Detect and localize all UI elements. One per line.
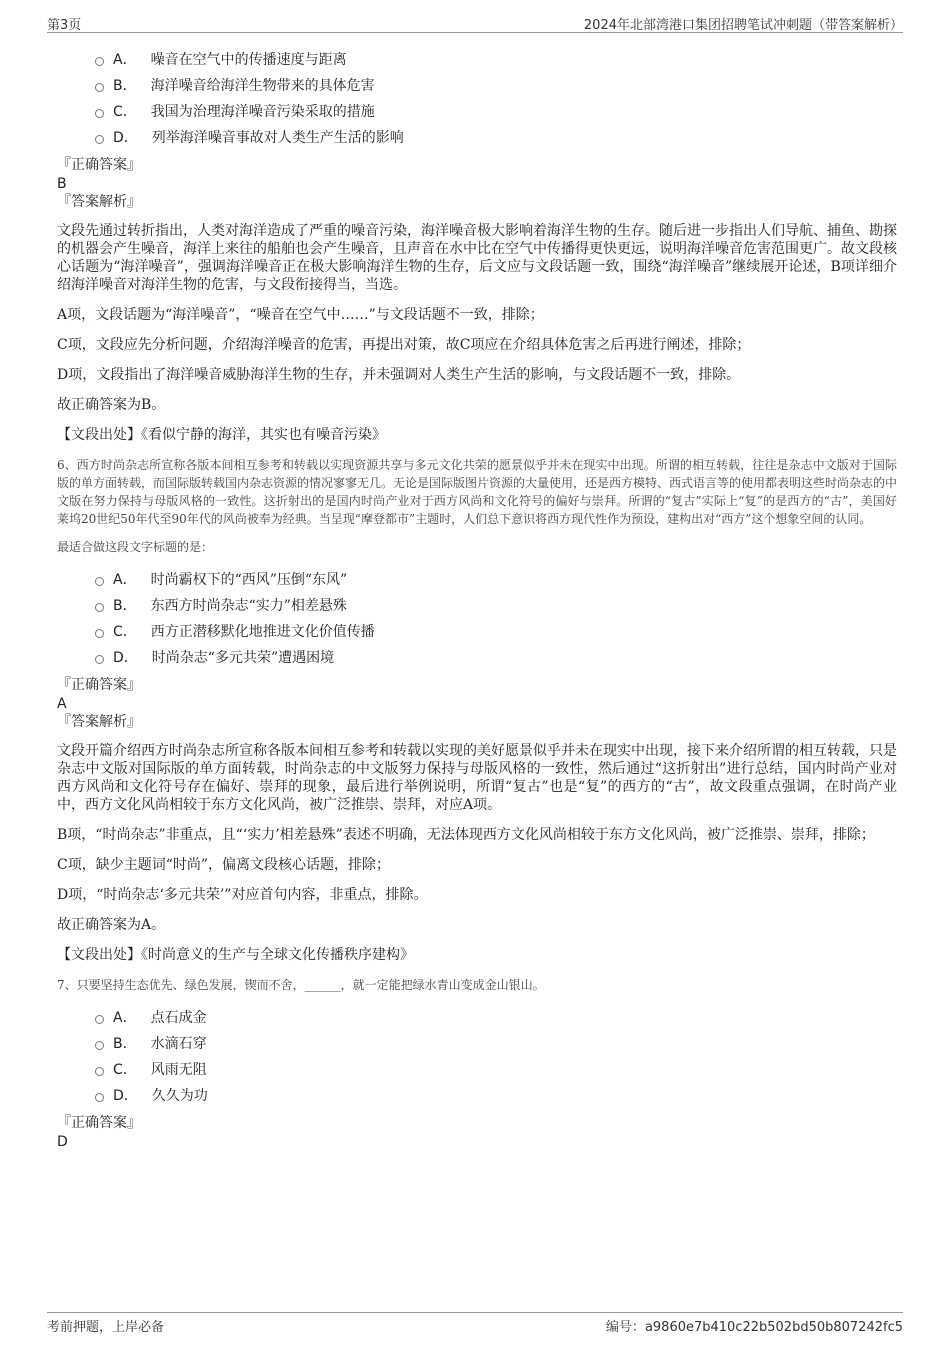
radio-icon[interactable] bbox=[95, 603, 104, 612]
q7-option-d[interactable]: D． 久久为功 bbox=[95, 1082, 897, 1108]
q6-analysis-label: 『答案解析』 bbox=[57, 714, 141, 730]
q5-option-d[interactable]: D． 列举海洋噪音事故对人类生产生活的影响 bbox=[95, 124, 897, 150]
q5-analysis-c: C项，文段应先分析问题，介绍海洋噪音的危害，再提出对策，故C项应在介绍具体危害之后再进行阐述，排除； bbox=[57, 337, 751, 353]
q6-conclusion: 故正确答案为A。 bbox=[57, 917, 166, 933]
q7-options bbox=[57, 1004, 897, 1108]
q7-answer: D bbox=[57, 1134, 68, 1150]
radio-icon[interactable] bbox=[95, 1015, 104, 1024]
q6-options bbox=[57, 566, 897, 670]
q5-options bbox=[57, 46, 897, 150]
q7-stem: 7、只要坚持生态优先、绿色发展，锲而不舍，______，就一定能把绿水青山变成金山银山。 bbox=[57, 978, 545, 992]
q5-analysis-a: A项，文段话题为“海洋噪音”，“噪音在空气中……”与文段话题不一致，排除； bbox=[57, 307, 544, 323]
q5-source: 【文段出处】《看似宁静的海洋，其实也有噪音污染》 bbox=[57, 427, 386, 443]
q6-answer-label: 『正确答案』 bbox=[57, 677, 141, 693]
q5-analysis-label: 『答案解析』 bbox=[57, 194, 141, 210]
radio-icon[interactable] bbox=[95, 577, 104, 586]
q6-analysis-c: C项，缺少主题词“时尚”，偏离文段核心话题，排除； bbox=[57, 857, 391, 873]
q6-source: 【文段出处】《时尚意义的生产与全球文化传播秩序建构》 bbox=[57, 947, 414, 963]
q6-answer: A bbox=[57, 696, 67, 712]
q5-conclusion: 故正确答案为B。 bbox=[57, 397, 166, 413]
q5-answer-label: 『正确答案』 bbox=[57, 157, 141, 173]
q7-option-c[interactable]: C． 风雨无阻 bbox=[95, 1056, 897, 1082]
q6-analysis-b: B项，“时尚杂志”非重点，且“‘实力’相差悬殊”表述不明确，无法体现西方文化风尚相较于东方文化风尚，被广泛推崇、崇拜，排除； bbox=[57, 827, 875, 843]
q5-analysis-main: 文段先通过转折指出，人类对海洋造成了严重的噪音污染，海洋噪音极大影响着海洋生物的生存。随后进一步指出人们导航、捕鱼、勘探的机器会产生噪音，海洋上来往的船舶也会产生噪音，且声音在水中比在空气中传播得更快更远，说明海洋噪音危害范围更广。故文段核心话题为“海洋噪音”，强调海洋噪音正在极大影响海洋生物的生存，后文应与文段话题一致，围绕“海洋噪音”继续展开论述，B项详细介绍海洋噪音对海洋生物的危害，与文段衔接得当，当选。 bbox=[57, 223, 897, 293]
q5-option-a[interactable]: A． 噪音在空气中的传播速度与距离 bbox=[95, 46, 897, 72]
q5-option-b[interactable]: B． 海洋噪音给海洋生物带来的具体危害 bbox=[95, 72, 897, 98]
q7-option-a[interactable]: A． 点石成金 bbox=[95, 1004, 897, 1030]
q5-answer: B bbox=[57, 176, 67, 192]
q6-stem: 6、西方时尚杂志所宣称各版本间相互参考和转载以实现资源共享与多元文化共荣的愿景似乎并未在现实中出现。所谓的相互转载，往往是杂志中文版对于国际版的单方面转载，而国际版转载国内杂志资源的情况寥寥无几。无论是国际版图片资源的大量使用，还是西方模特、西式语言等的使用都表明这些时尚杂志的中文版在努力保持与母版风格的一致性。这折射出的是国内时尚产业对于西方风尚和文化符号的偏好与崇拜。所谓的“复古”实际上“复”的是西方的“古”，美国好莱坞20世纪50年代至90年代的风尚被奉为经典。当呈现“摩登都市”主题时，人们总下意识将西方现代性作为预设，建构出对“西方”这个想象空间的认同。 bbox=[57, 458, 898, 526]
code-value: a9860e7b410c22b502bd50b807242fc5 bbox=[644, 1320, 903, 1335]
q5-option-c[interactable]: C． 我国为治理海洋噪音污染采取的措施 bbox=[95, 98, 897, 124]
page-number: 第3页 bbox=[47, 18, 82, 33]
page-content bbox=[57, 46, 897, 1151]
radio-icon[interactable] bbox=[95, 655, 104, 664]
q6-prompt: 最适合做这段文字标题的是： bbox=[57, 540, 214, 554]
radio-icon[interactable] bbox=[95, 135, 104, 144]
document-code bbox=[606, 1316, 903, 1335]
document-title: 2024年北部湾港口集团招聘笔试冲刺题（带答案解析） bbox=[583, 18, 903, 33]
radio-icon[interactable] bbox=[95, 1067, 104, 1076]
code-label: 编号： bbox=[605, 1320, 645, 1335]
radio-icon[interactable] bbox=[95, 57, 104, 66]
radio-icon[interactable] bbox=[95, 1093, 104, 1102]
q6-option-a[interactable]: A． 时尚霸权下的“西风”压倒“东风” bbox=[95, 566, 897, 592]
radio-icon[interactable] bbox=[95, 83, 104, 92]
q5-analysis-d: D项，文段指出了海洋噪音威胁海洋生物的生存，并未强调对人类生产生活的影响，与文段话题不一致，排除。 bbox=[57, 367, 741, 383]
page-footer bbox=[47, 1312, 903, 1337]
q6-option-c[interactable]: C． 西方正潜移默化地推进文化价值传播 bbox=[95, 618, 897, 644]
q6-option-d[interactable]: D． 时尚杂志“多元共荣”遭遇困境 bbox=[95, 644, 897, 670]
radio-icon[interactable] bbox=[95, 629, 104, 638]
q6-analysis-d: D项，“时尚杂志‘多元共荣’”对应首句内容，非重点，排除。 bbox=[57, 887, 428, 903]
page-header bbox=[47, 12, 903, 33]
q7-option-b[interactable]: B． 水滴石穿 bbox=[95, 1030, 897, 1056]
radio-icon[interactable] bbox=[95, 1041, 104, 1050]
q6-option-b[interactable]: B． 东西方时尚杂志“实力”相差悬殊 bbox=[95, 592, 897, 618]
footer-slogan: 考前押题，上岸必备 bbox=[47, 1320, 165, 1335]
q7-answer-label: 『正确答案』 bbox=[57, 1115, 141, 1131]
q6-analysis-main: 文段开篇介绍西方时尚杂志所宣称各版本间相互参考和转载以实现的美好愿景似乎并未在现实中出现，接下来介绍所谓的相互转载，只是杂志中文版对国际版的单方面转载，时尚杂志的中文版努力保持与母版风格的一致性，然后通过“这折射出”进行总结，国内时尚产业对西方风尚和文化符号存在偏好、崇拜的现象，最后进行举例说明，所谓“复古”也是“复”的西方的“古”，故文段重点强调，在时尚产业中，西方文化风尚相较于东方文化风尚，被广泛推崇、崇拜，对应A项。 bbox=[57, 743, 897, 813]
radio-icon[interactable] bbox=[95, 109, 104, 118]
